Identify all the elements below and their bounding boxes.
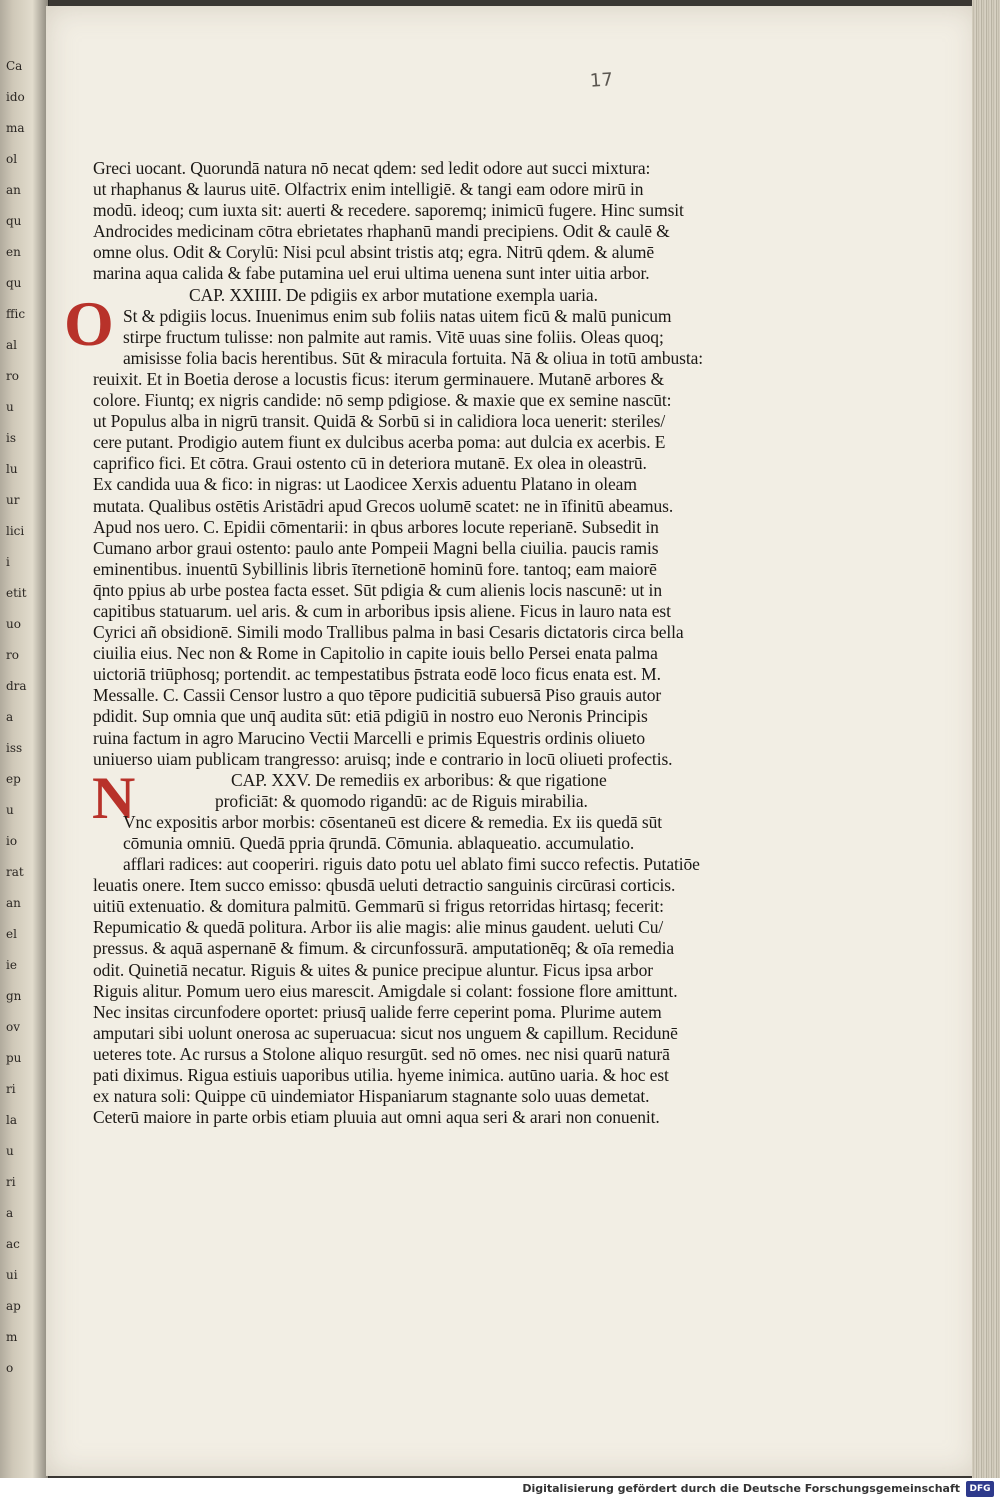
text-line: modū. ideoq; cum iuxta sit: auerti & recedere. saporemq; inimicū fugere. Hinc sumsit	[93, 200, 684, 221]
facing-page-fragment: qu	[6, 214, 22, 228]
facing-page-fragment: ur	[6, 493, 20, 507]
facing-page-fragment: el	[6, 927, 17, 941]
text-line: Cyrici añ obsidionē. Simili modo Trallibus palma in basi Cesaris dictatoris circa bella	[93, 622, 684, 643]
text-line: ueteres tote. Ac rursus a Stolone aliquo resurgūt. sed nō omes. nec nisi quarū naturā	[93, 1043, 670, 1064]
chapter-25-heading-1: CAP. XXV. De remediis ex arboribus: & que rigatione	[231, 769, 607, 790]
chapter-25-heading-2: proficiāt: & quomodo rigandū: ac de Riguis mirabilia.	[215, 790, 588, 811]
facing-page-fragment: qu	[6, 276, 22, 290]
text-line: Messalle. C. Cassii Censor lustro a quo tēpore pudicitiā subuersā Piso grauis autor	[93, 685, 662, 706]
text-line: cōmunia omniū. Quedā ppria q̄rundā. Cōmunia. ablaqueatio. accumulatio.	[123, 833, 635, 853]
facing-page-fragment: la	[6, 1113, 17, 1127]
facing-page-fragment: ac	[6, 1237, 20, 1251]
text-line: Greci uocant. Quorundā natura nō necat qdem: sed ledit odore aut succi mixtura:	[93, 158, 651, 178]
text-line: q̄nto ppius ab urbe postea facta esset. Sūt pdigia & cum alienis locis nascunē: ut in	[93, 579, 662, 600]
text-line: Apud nos uero. C. Epidii cōmentarii: in qbus arbores locute reperianē. Subsedit in	[93, 516, 659, 537]
facing-page-fragment: gn	[6, 989, 22, 1003]
text-line: Nec insitas circunfodere oportet: priusq̄ ualide ferre ceperint poma. Plurime autem	[93, 1001, 662, 1022]
text-line: omne olus. Odit & Corylū: Nisi pcul absint tristis atq; egra. Nitrū qdem. & alumē	[93, 242, 655, 263]
text-line: Cumano arbor graui ostento: paulo ante Pompeii Magni bella ciuilia. paucis ramis	[93, 537, 659, 558]
facing-page-fragment: a	[6, 710, 14, 724]
text-line: pdidit. Sup omnia que unq̄ audita sūt: etiā pdigiū in nostro euo Neronis Principis	[93, 706, 648, 727]
text-line: odit. Quinetiā necatur. Riguis & uites & punice precipue aluntur. Ficus ipsa arbor	[93, 959, 653, 980]
footer-credit: Digitalisierung gefördert durch die Deutsche Forschungsgemeinschaft	[522, 1482, 960, 1495]
text-line: reuixit. Et in Boetia derose a locustis ficus: iterum germinauere. Mutanē arbores &	[93, 368, 664, 389]
text-line: Androcides medicinam cōtra ebrietates rhaphanū mandi precipiens. Odit & caulē &	[93, 221, 670, 242]
text-block	[93, 158, 723, 1128]
text-line: cere putant. Prodigio autem fiunt ex dulcibus acerba poma: aut dulcia ex acerbis. E	[93, 432, 666, 453]
text-line: uictoriā triūphosq; portendit. ac tempestatibus p̄strata eodē loco ficus enata est. M.	[93, 664, 661, 685]
left-page-edge	[0, 0, 49, 1478]
facing-page-fragment: etit	[6, 586, 27, 600]
facing-page-fragment: lu	[6, 462, 18, 476]
facing-page-fragment: lici	[6, 524, 25, 538]
facing-page-fragment: ov	[6, 1020, 21, 1034]
facing-page-fragment: dra	[6, 679, 27, 693]
text-line: uniuerso uiam publicam trangresso: aruisq; inde e contrario in locū oliueti profectis.	[93, 748, 673, 769]
facing-page-fragment: iss	[6, 741, 23, 755]
facing-page-fragment: ro	[6, 648, 19, 662]
text-line: uitiū extenuatio. & domitura palmitū. Gemmarū si frigus retorridas hirtasq; fecerit:	[93, 896, 664, 917]
facing-page-fragment: en	[6, 245, 21, 259]
chapter-25-body	[93, 812, 723, 1128]
text-line: caprifico fici. Et cōtra. Graui ostento cū in deteriora mutanē. Ex olea in oleastrū.	[93, 453, 647, 474]
facing-page-fragment: pu	[6, 1051, 22, 1065]
facing-page-fragment: ffic	[6, 307, 26, 321]
initial-letter-o: O	[64, 288, 114, 359]
text-line: leuatis onere. Item succo emisso: qbusdā ueluti detractio sanguinis circūrasi corticis.	[93, 875, 676, 896]
text-line: Ceterū maiore in parte orbis etiam pluuia aut omni aqua seri & arari non conuenit.	[93, 1107, 660, 1128]
text-line: pati diximus. Rigua estiuis uaporibus utilia. hyeme inimica. autūno uaria. & hoc est	[93, 1065, 669, 1086]
facing-page-fragment: io	[6, 834, 18, 848]
facing-page-fragment: i	[6, 555, 10, 569]
chapter-24-body	[93, 306, 723, 770]
facing-page-fragment: an	[6, 183, 21, 197]
text-line: Repumicatio & quedā politura. Arbor iis alie magis: alie minus gaudent. ueluti Cu/	[93, 917, 664, 938]
text-line: Riguis alitur. Pomum uero eius marescit. Amigdale si colant: fossione flore amittunt.	[93, 980, 678, 1001]
facing-page-fragment: u	[6, 1144, 14, 1158]
facing-page-fragment: ri	[6, 1082, 16, 1096]
text-line: ruina factum in agro Marucino Vectii Marcelli e primis Equestris ordinis oliueto	[93, 727, 646, 748]
dfg-logo: DFG	[966, 1481, 994, 1497]
facing-page-fragment: o	[6, 1361, 14, 1375]
facing-page-fragment: u	[6, 400, 14, 414]
text-line: ut Populus alba in nigrū transit. Quidā & Sorbū si in calidiora loca uenerit: steriles/	[93, 411, 666, 432]
facing-page-fragment: rat	[6, 865, 24, 879]
facing-page-fragment: ep	[6, 772, 21, 786]
facing-page-fragment: u	[6, 803, 14, 817]
facing-page-fragment: is	[6, 431, 16, 445]
text-line: Ex candida uua & fico: in nigras: ut Laodicee Xerxis aduentu Platano in oleam	[93, 474, 637, 495]
facing-page-fragment: an	[6, 896, 21, 910]
text-line: capitibus statuarum. uel aris. & cum in arboribus ipsis aliene. Ficus in lauro nata est	[93, 600, 671, 621]
text-line: ut rhaphanus & laurus uitē. Olfactrix enim intelligiē. & tangi eam odore mirū in	[93, 179, 644, 200]
text-line: pressus. & aquā aspernanē & fimum. & circunfossurā. amputationēq; & oīa remedia	[93, 938, 675, 959]
text-line: eminentibus. inuentū Sybillinis libris īternetionē hominū fore. tantoq; eam maiorē	[93, 558, 657, 579]
facing-page-fragment: m	[6, 1330, 18, 1344]
facing-page-fragment: ro	[6, 369, 19, 383]
text-line: ciuilia eius. Nec non & Rome in Capitolio in capite iouis bello Persei enata palma	[93, 643, 658, 664]
text-line: amisisse folia bacis herentibus. Sūt & miracula fortuita. Nā & oliua in totū ambusta:	[123, 347, 704, 368]
text-line: Vnc expositis arbor morbis: cōsentaneū est dicere & remedia. Ex iis quedā sūt	[123, 811, 663, 832]
facing-page-fragment: Ca	[6, 59, 23, 73]
facing-page-fragment: ma	[6, 121, 25, 135]
text-line: colore. Fiuntq; ex nigris candide: nō semp pdigiose. & maxie que ex semine nascūt:	[93, 390, 672, 411]
facing-page-fragment: ie	[6, 958, 17, 972]
text-line: St & pdigiis locus. Inuenimus enim sub foliis natas uitem ficū & malū punicum	[123, 305, 672, 326]
text-line: mutata. Qualibus ostētis Aristādri apud Grecos uolumē scatet: ne in īfinitū abeamus.	[93, 495, 674, 516]
facing-page-fragment: ol	[6, 152, 18, 166]
facing-page-fragment: ap	[6, 1299, 21, 1313]
text-line: marina aqua calida & fabe putamina uel erui ultima uenena sunt inter uitia arbor.	[93, 263, 650, 284]
chapter-24-heading: CAP. XXIIII. De pdigiis ex arbor mutatione exempla uaria.	[189, 284, 598, 305]
facing-page-fragment: ido	[6, 90, 25, 104]
facing-page-fragment: al	[6, 338, 17, 352]
initial-letter-n: N	[92, 765, 136, 831]
text-line: amputari sibi uolunt onerosa ac superuacua: sicut nos unguem & capillum. Recidunē	[93, 1022, 678, 1043]
facing-page-fragment: uo	[6, 617, 21, 631]
text-line: afflari radices: aut cooperiri. riguis dato potu uel ablato fimi succo refectis. Putatiōe	[123, 854, 700, 875]
facing-page-fragment: ri	[6, 1175, 16, 1189]
text-line: ex natura soli: Quippe cū uindemiator Hispaniarum stagnante solo uuas demetat.	[93, 1086, 650, 1107]
page-stack-edge	[972, 0, 1000, 1478]
paragraph-1	[93, 158, 723, 285]
footer-bar	[0, 1478, 1000, 1502]
folio-number: 17	[589, 69, 614, 92]
text-line: stirpe fructum tulisse: non palmite aut ramis. Vitē uuas sine foliis. Oleas quoq;	[123, 326, 664, 347]
facing-page-fragment: ui	[6, 1268, 18, 1282]
facing-page-fragment: a	[6, 1206, 14, 1220]
